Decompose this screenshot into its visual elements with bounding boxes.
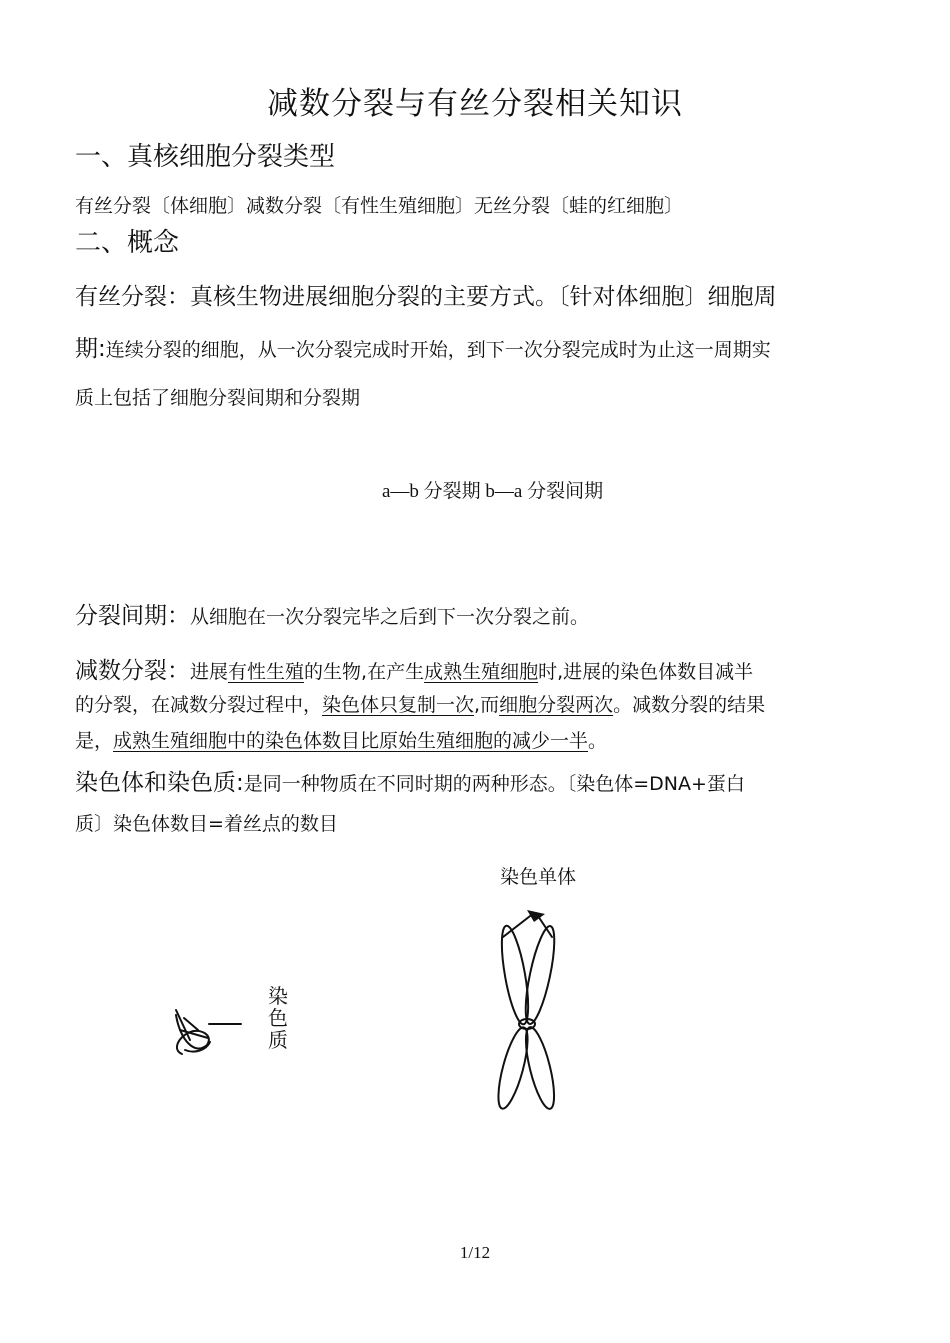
mitosis-period-word: 期: (75, 336, 106, 362)
section-heading-concepts: 二、概念 (75, 228, 180, 258)
chromatin-label: 染色质 (268, 984, 288, 1052)
meiosis-text: 的生物,在产生 (304, 661, 425, 683)
interphase-term: 分裂间期： (75, 603, 190, 629)
meiosis-term: 减数分裂： (75, 658, 190, 684)
meiosis-text: 。 (588, 730, 608, 752)
mitosis-definition: 真核生物进展细胞分裂的主要方式。〔针对体细胞〕细胞周 (190, 284, 777, 310)
chromosome-drawing (492, 913, 560, 1111)
meiosis-text: 是， (75, 730, 114, 752)
chromosome-definition: 是同一种物质在不同时期的两种形态。〔染色体=DNA+蛋白 (243, 773, 745, 795)
underlined-term: 细胞分裂两次 (499, 694, 614, 716)
page-number: 1/12 (459, 1243, 491, 1262)
underlined-term: 成熟生殖细胞 (424, 661, 539, 683)
division-types-line: 有丝分裂〔体细胞〕减数分裂〔有性生殖细胞〕无丝分裂〔蛙的红细胞〕 (75, 195, 684, 217)
underlined-term: 染色体只复制一次 (322, 694, 475, 716)
underlined-term: 成熟生殖细胞中的染色体数目比原始生殖细胞的减少一半 (113, 730, 589, 752)
page-title: 减数分裂与有丝分裂相关知识 (267, 86, 683, 122)
cell-cycle-definition: 连续分裂的细胞，从一次分裂完成时开始，到下一次分裂完成时为止这一周期实 (105, 339, 771, 361)
chromosome-line-2: 质〕染色体数目=着丝点的数目 (75, 813, 338, 835)
underlined-term: 有性生殖 (228, 661, 305, 683)
mitosis-term: 有丝分裂： (75, 284, 190, 310)
chromosome-term: 染色体和染色质: (75, 770, 244, 796)
chromatid-label: 染色单体 (500, 866, 577, 888)
chromatin-drawing (176, 1010, 241, 1054)
meiosis-text: ,而 (474, 694, 500, 716)
meiosis-text: 的分裂，在减数分裂过程中， (75, 694, 323, 716)
cell-cycle-caption: a—b 分裂期 b—a 分裂间期 (382, 481, 604, 502)
meiosis-text: 。减数分裂的结果 (613, 694, 766, 716)
meiosis-text: 时,进展的染色体数目减半 (538, 661, 754, 683)
mitosis-line-3: 质上包括了细胞分裂间期和分裂期 (75, 387, 361, 409)
interphase-definition: 从细胞在一次分裂完毕之后到下一次分裂之前。 (190, 606, 590, 628)
section-heading-types: 一、真核细胞分裂类型 (75, 142, 336, 172)
meiosis-text: 进展 (190, 661, 229, 683)
